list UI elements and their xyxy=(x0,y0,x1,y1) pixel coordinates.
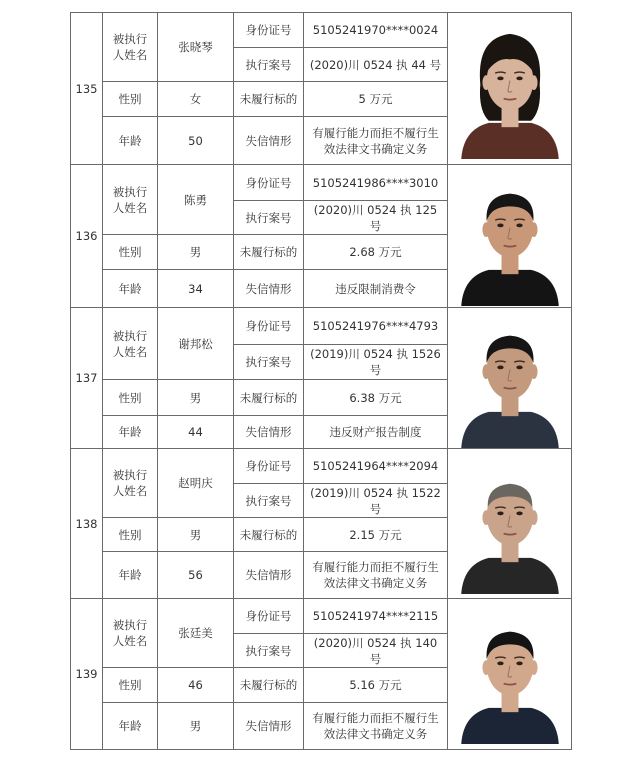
record-row xyxy=(71,165,572,201)
photo-cell xyxy=(448,599,572,750)
name-value-cell: 赵明庆 xyxy=(158,449,234,518)
situation-value-cell: 有履行能力而拒不履行生效法律文书确定义务 xyxy=(304,703,448,750)
portrait-photo xyxy=(457,166,563,306)
record-number-cell: 139 xyxy=(71,599,103,750)
age-label-cell: 年龄 xyxy=(103,703,158,750)
amount-label-cell: 未履行标的 xyxy=(234,380,304,416)
gender-value-cell: 46 xyxy=(158,668,234,703)
age-value-cell: 56 xyxy=(158,552,234,599)
case-label-cell: 执行案号 xyxy=(234,634,304,668)
case-value-cell: (2019)川 0524 执 1526 号 xyxy=(304,345,448,380)
gender-label-cell: 性别 xyxy=(103,235,158,270)
age-value-cell: 44 xyxy=(158,416,234,449)
case-value-cell: (2019)川 0524 执 1522 号 xyxy=(304,484,448,518)
situation-label-cell: 失信情形 xyxy=(234,552,304,599)
record-row xyxy=(71,449,572,484)
age-label-cell: 年龄 xyxy=(103,552,158,599)
id-value-cell: 5105241986****3010 xyxy=(304,165,448,201)
record-row xyxy=(71,599,572,634)
name-label-cell: 被执行人姓名 xyxy=(103,599,158,668)
amount-value-cell: 5 万元 xyxy=(304,82,448,117)
gender-label-cell: 性别 xyxy=(103,82,158,117)
situation-label-cell: 失信情形 xyxy=(234,117,304,165)
record-number-cell: 137 xyxy=(71,308,103,449)
situation-label-cell: 失信情形 xyxy=(234,416,304,449)
gender-label-cell: 性别 xyxy=(103,380,158,416)
photo-cell xyxy=(448,165,572,308)
photo-cell xyxy=(448,308,572,449)
age-value-cell: 男 xyxy=(158,703,234,750)
name-value-cell: 谢邦松 xyxy=(158,308,234,380)
id-label-cell: 身份证号 xyxy=(234,165,304,201)
record-row xyxy=(71,13,572,48)
portrait-photo xyxy=(457,604,563,744)
name-value-cell: 张廷美 xyxy=(158,599,234,668)
situation-value-cell: 违反限制消费令 xyxy=(304,270,448,308)
case-label-cell: 执行案号 xyxy=(234,345,304,380)
id-value-cell: 5105241964****2094 xyxy=(304,449,448,484)
amount-label-cell: 未履行标的 xyxy=(234,518,304,552)
amount-value-cell: 2.15 万元 xyxy=(304,518,448,552)
portrait-photo xyxy=(457,454,563,594)
portrait-photo xyxy=(457,19,563,159)
case-label-cell: 执行案号 xyxy=(234,484,304,518)
situation-value-cell: 违反财产报告制度 xyxy=(304,416,448,449)
case-label-cell: 执行案号 xyxy=(234,201,304,235)
situation-value-cell: 有履行能力而拒不履行生效法律文书确定义务 xyxy=(304,117,448,165)
age-value-cell: 34 xyxy=(158,270,234,308)
record-number-cell: 138 xyxy=(71,449,103,599)
case-label-cell: 执行案号 xyxy=(234,48,304,82)
age-label-cell: 年龄 xyxy=(103,270,158,308)
name-label-cell: 被执行人姓名 xyxy=(103,165,158,235)
name-value-cell: 陈勇 xyxy=(158,165,234,235)
id-label-cell: 身份证号 xyxy=(234,13,304,48)
name-value-cell: 张晓琴 xyxy=(158,13,234,82)
id-value-cell: 5105241976****4793 xyxy=(304,308,448,345)
photo-cell xyxy=(448,449,572,599)
age-label-cell: 年龄 xyxy=(103,117,158,165)
age-label-cell: 年龄 xyxy=(103,416,158,449)
gender-label-cell: 性别 xyxy=(103,668,158,703)
record-row xyxy=(71,308,572,345)
name-label-cell: 被执行人姓名 xyxy=(103,449,158,518)
age-value-cell: 50 xyxy=(158,117,234,165)
id-label-cell: 身份证号 xyxy=(234,449,304,484)
gender-value-cell: 男 xyxy=(158,235,234,270)
id-label-cell: 身份证号 xyxy=(234,308,304,345)
name-label-cell: 被执行人姓名 xyxy=(103,308,158,380)
amount-label-cell: 未履行标的 xyxy=(234,668,304,703)
case-value-cell: (2020)川 0524 执 140 号 xyxy=(304,634,448,668)
amount-value-cell: 6.38 万元 xyxy=(304,380,448,416)
situation-label-cell: 失信情形 xyxy=(234,703,304,750)
id-value-cell: 5105241974****2115 xyxy=(304,599,448,634)
amount-value-cell: 2.68 万元 xyxy=(304,235,448,270)
id-value-cell: 5105241970****0024 xyxy=(304,13,448,48)
situation-label-cell: 失信情形 xyxy=(234,270,304,308)
gender-value-cell: 女 xyxy=(158,82,234,117)
case-value-cell: (2020)川 0524 执 44 号 xyxy=(304,48,448,82)
amount-label-cell: 未履行标的 xyxy=(234,82,304,117)
name-label-cell: 被执行人姓名 xyxy=(103,13,158,82)
id-label-cell: 身份证号 xyxy=(234,599,304,634)
record-number-cell: 135 xyxy=(71,13,103,165)
amount-label-cell: 未履行标的 xyxy=(234,235,304,270)
debtor-roster-table xyxy=(70,12,572,750)
photo-cell xyxy=(448,13,572,165)
amount-value-cell: 5.16 万元 xyxy=(304,668,448,703)
roster-body xyxy=(71,13,572,750)
gender-value-cell: 男 xyxy=(158,518,234,552)
gender-label-cell: 性别 xyxy=(103,518,158,552)
situation-value-cell: 有履行能力而拒不履行生效法律文书确定义务 xyxy=(304,552,448,599)
portrait-photo xyxy=(457,308,563,448)
record-number-cell: 136 xyxy=(71,165,103,308)
gender-value-cell: 男 xyxy=(158,380,234,416)
case-value-cell: (2020)川 0524 执 125 号 xyxy=(304,201,448,235)
